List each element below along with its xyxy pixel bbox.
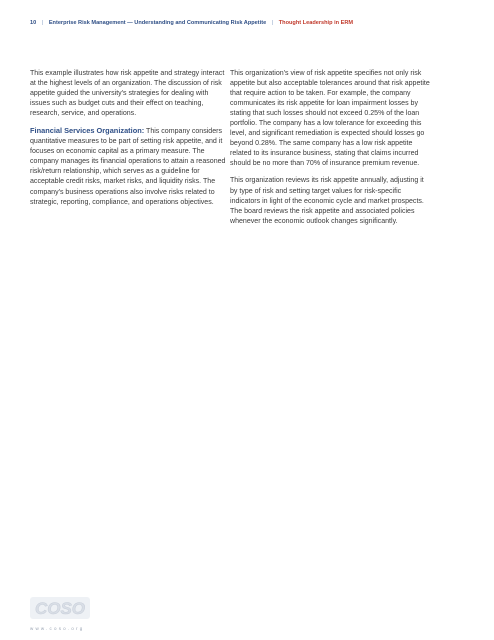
- coso-logo: [30, 595, 90, 621]
- series-title: Thought Leadership in ERM: [278, 20, 354, 26]
- left-column: [30, 69, 227, 215]
- document-title: Enterprise Risk Management — Understanding and Communicating Risk Appetite: [48, 20, 267, 26]
- section-lead-in: Financial Services Organization:: [30, 126, 145, 136]
- logo-wordmark: COSO: [34, 599, 86, 618]
- page-number: 10: [30, 20, 37, 26]
- paragraph: This organization reviews its risk appetite annually, adjusting it by type of risk and setting target values for risk-specific indicators in light of the economic cycle and market prospects. The board reviews the risk appetite and associated policies whenever the economic outlook changes significantly.: [230, 177, 424, 225]
- paragraph: This organization's view of risk appetite specifies not only risk appetite but also acceptable tolerances around that risk appetite that require action to be taken. For example, the company communicates its risk appetite for loan impairment losses by stating that such losses should not exceed 0.25% of the loan portfolio. The company has a low tolerance for exceeding this level, and significant remediation is expected should losses go beyond 0.28%. The same company has a low risk appetite related to its insurance business, stating that claims incurred should be no more than 70% of insurance premium revenue.: [230, 70, 430, 168]
- paragraph: [30, 126, 227, 207]
- paragraph: This example illustrates how risk appetite and strategy interact at the highest levels of an organization. The discussion of risk appetite guided the university's strategies for dealing with issues such as budget cuts and their effect on teaching, research, service, and operations.: [30, 70, 225, 118]
- header-separator: |: [271, 20, 274, 26]
- header-separator: |: [41, 20, 44, 26]
- running-header: [30, 20, 353, 26]
- website-url: www.coso.org: [30, 626, 85, 631]
- right-column: [230, 69, 430, 234]
- paragraph-body: This company considers quantitative measures to be part of setting risk appetite, and it focuses on economic capital as a primary measure. The company manages its financial operations to attain a reasoned risk/return relationship, which serves as a guideline for acceptable credit risks, market risks, and liquidity risks. The company's business operations also involve risks related to strategic, reporting, compliance, and operations objectives.: [30, 128, 226, 206]
